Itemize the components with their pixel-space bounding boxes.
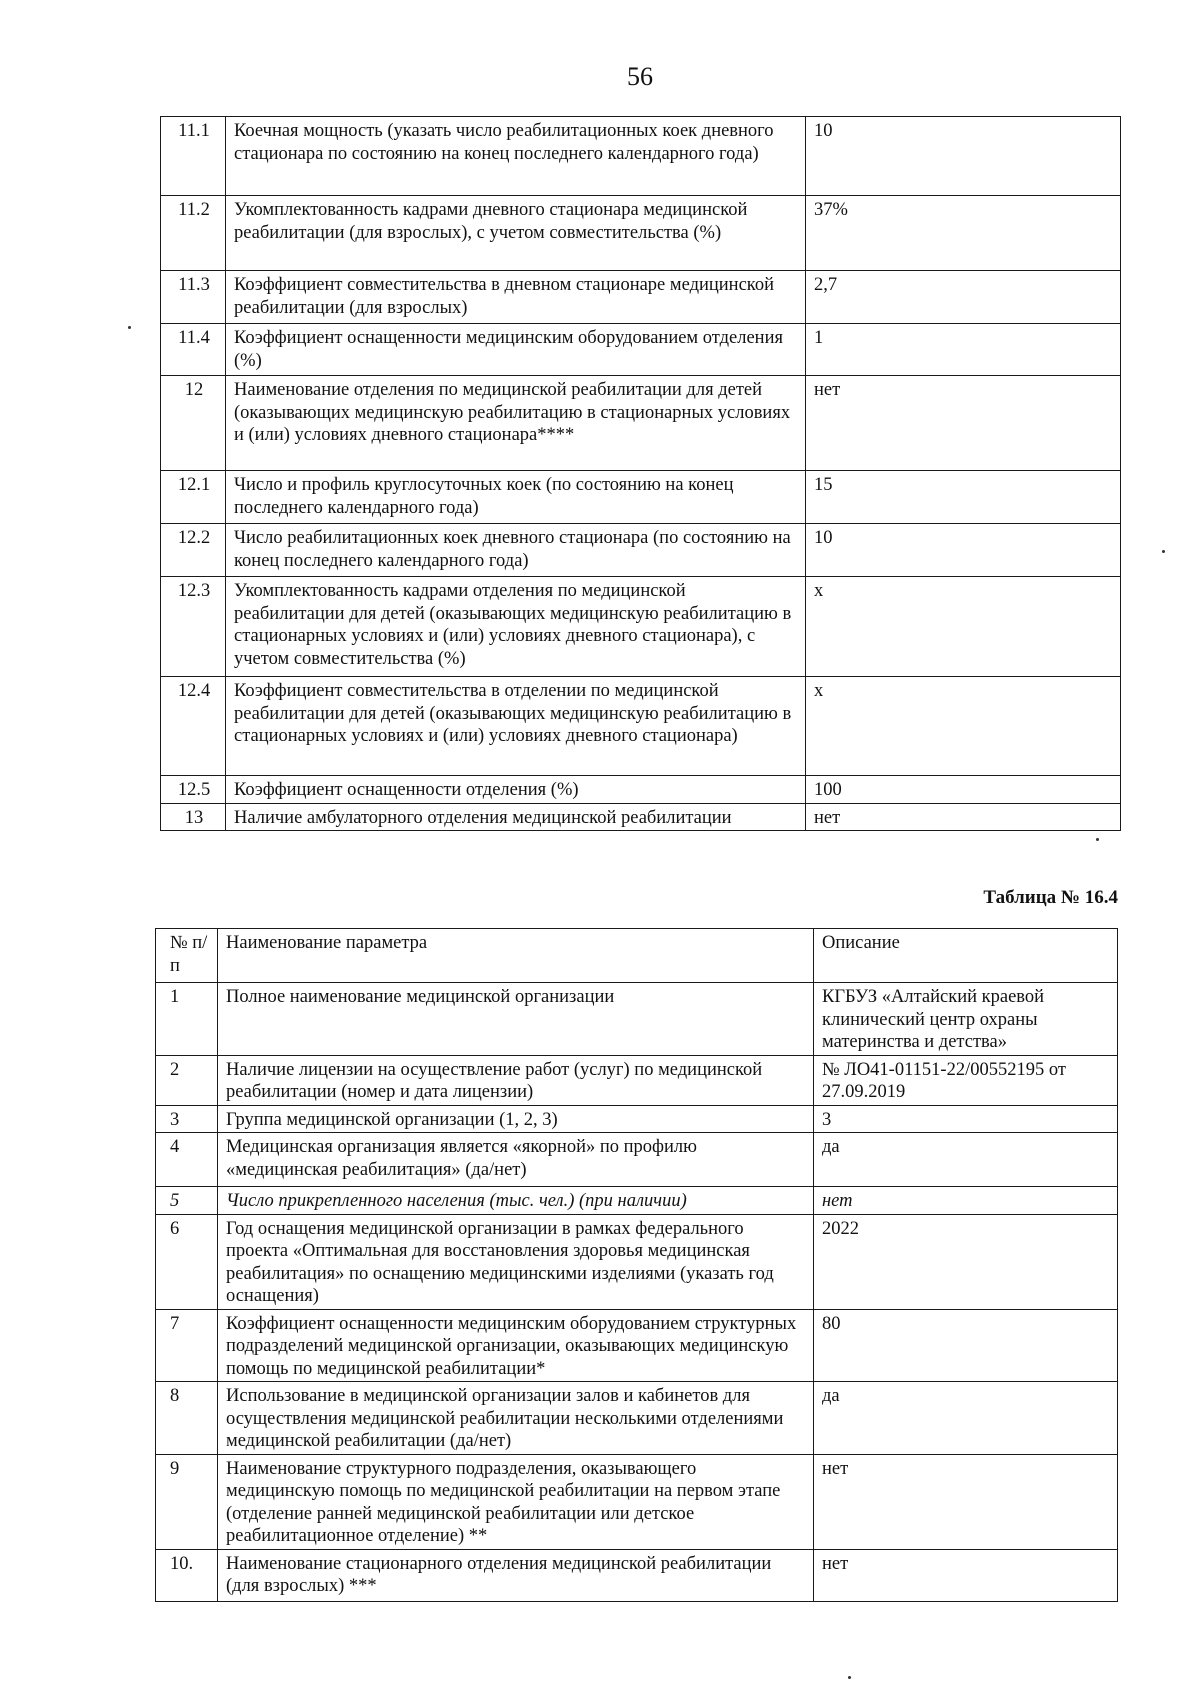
table-row <box>156 1187 1118 1215</box>
row-number: 4 <box>156 1133 218 1187</box>
row-description: да <box>814 1382 1118 1455</box>
table-row <box>156 1055 1118 1105</box>
row-parameter-name: Группа медицинской организации (1, 2, 3) <box>218 1105 814 1133</box>
row-parameter-name: Полное наименование медицинской организации <box>218 983 814 1056</box>
row-parameter-name: Наличие лицензии на осуществление работ (услуг) по медицинской реабилитации (номер и дата лицензии) <box>218 1055 814 1105</box>
row-number: 11.3 <box>161 271 226 324</box>
table-row <box>161 471 1121 524</box>
row-description: 2022 <box>814 1214 1118 1309</box>
row-description: Коечная мощность (указать число реабилитационных коек дневного стационара по состоянию на конец последнего календарного года) <box>226 117 806 196</box>
scan-speck <box>848 1676 851 1679</box>
table-row <box>156 1309 1118 1382</box>
table-row <box>161 577 1121 677</box>
row-description: нет <box>814 1454 1118 1549</box>
row-number: 8 <box>156 1382 218 1455</box>
row-value: 100 <box>806 776 1121 804</box>
table-row <box>156 1454 1118 1549</box>
row-parameter-name: Использование в медицинской организации залов и кабинетов для осуществления медицинской реабилитации несколькими отделениями медицинской реабилитации (да/нет) <box>218 1382 814 1455</box>
row-description: 3 <box>814 1105 1118 1133</box>
row-parameter-name: Наименование структурного подразделения, оказывающего медицинскую помощь по медицинской реабилитации на первом этапе (отделение ранней медицинской реабилитации или детское реабилитационное отделение) ** <box>218 1454 814 1549</box>
table-row <box>161 776 1121 804</box>
table-row <box>161 271 1121 324</box>
row-description: Коэффициент совместительства в дневном стационаре медицинской реабилитации (для взрослых) <box>226 271 806 324</box>
row-value: нет <box>806 376 1121 471</box>
row-description: да <box>814 1133 1118 1187</box>
row-number: 3 <box>156 1105 218 1133</box>
header-parameter-name: Наименование параметра <box>218 929 814 983</box>
row-number: 12 <box>161 376 226 471</box>
scan-speck <box>128 326 131 329</box>
row-number: 12.2 <box>161 524 226 577</box>
row-parameter-name: Медицинская организация является «якорной» по профилю «медицинская реабилитация» (да/нет) <box>218 1133 814 1187</box>
row-description: Наименование отделения по медицинской реабилитации для детей (оказывающих медицинскую реабилитацию в стационарных условиях и (или) условиях дневного стационара**** <box>226 376 806 471</box>
table-row <box>156 1549 1118 1601</box>
row-value: 15 <box>806 471 1121 524</box>
table-rehab-parameters-continued <box>160 116 1121 831</box>
table-row <box>161 196 1121 271</box>
row-value: 1 <box>806 324 1121 376</box>
table-row <box>161 324 1121 376</box>
table-row <box>161 803 1121 831</box>
row-value: нет <box>806 803 1121 831</box>
scan-speck <box>1096 838 1099 841</box>
row-number: 5 <box>156 1187 218 1215</box>
scan-speck <box>1162 550 1165 553</box>
row-description: Укомплектованность кадрами отделения по медицинской реабилитации для детей (оказывающих медицинскую реабилитацию в стационарных условиях и (или) условиях дневного стационара), с учетом совместительства (%) <box>226 577 806 677</box>
table-caption: Таблица № 16.4 <box>983 887 1118 908</box>
row-description: № ЛО41-01151-22/00552195 от 27.09.2019 <box>814 1055 1118 1105</box>
table-row <box>156 983 1118 1056</box>
table-row <box>161 524 1121 577</box>
table-16-4 <box>155 928 1118 1602</box>
row-number: 12.4 <box>161 677 226 776</box>
row-value: х <box>806 677 1121 776</box>
table-row <box>156 1133 1118 1187</box>
row-description: Наличие амбулаторного отделения медицинской реабилитации <box>226 803 806 831</box>
row-number: 11.2 <box>161 196 226 271</box>
row-number: 12.5 <box>161 776 226 804</box>
header-number: № п/п <box>156 929 218 983</box>
table-row <box>156 1382 1118 1455</box>
row-number: 1 <box>156 983 218 1056</box>
row-description: Число и профиль круглосуточных коек (по состоянию на конец последнего календарного года) <box>226 471 806 524</box>
table-header-row <box>156 929 1118 983</box>
row-value: 10 <box>806 524 1121 577</box>
row-parameter-name: Год оснащения медицинской организации в рамках федерального проекта «Оптимальная для восстановления здоровья медицинская реабилитация» по оснащению медицинскими изделиями (указать год оснащения) <box>218 1214 814 1309</box>
row-number: 11.1 <box>161 117 226 196</box>
row-number: 2 <box>156 1055 218 1105</box>
row-number: 12.3 <box>161 577 226 677</box>
row-description: Коэффициент оснащенности отделения (%) <box>226 776 806 804</box>
row-number: 10. <box>156 1549 218 1601</box>
row-description: 80 <box>814 1309 1118 1382</box>
row-parameter-name: Коэффициент оснащенности медицинским оборудованием структурных подразделений медицинской организации, оказывающих медицинскую помощь по медицинской реабилитации* <box>218 1309 814 1382</box>
row-description: нет <box>814 1187 1118 1215</box>
row-description: КГБУЗ «Алтайский краевой клинический центр охраны материнства и детства» <box>814 983 1118 1056</box>
row-description: Число реабилитационных коек дневного стационара (по состоянию на конец последнего календарного года) <box>226 524 806 577</box>
row-value: 10 <box>806 117 1121 196</box>
row-value: 2,7 <box>806 271 1121 324</box>
row-description: Коэффициент оснащенности медицинским оборудованием отделения (%) <box>226 324 806 376</box>
row-number: 7 <box>156 1309 218 1382</box>
page-number: 56 <box>627 62 653 91</box>
table-row <box>161 117 1121 196</box>
row-parameter-name: Наименование стационарного отделения медицинской реабилитации (для взрослых) *** <box>218 1549 814 1601</box>
row-value: х <box>806 577 1121 677</box>
row-description: Коэффициент совместительства в отделении по медицинской реабилитации для детей (оказывающих медицинскую реабилитацию в стационарных условиях и (или) условиях дневного стационара) <box>226 677 806 776</box>
row-number: 9 <box>156 1454 218 1549</box>
row-description: Укомплектованность кадрами дневного стационара медицинской реабилитации (для взрослых), с учетом совместительства (%) <box>226 196 806 271</box>
row-number: 11.4 <box>161 324 226 376</box>
row-number: 13 <box>161 803 226 831</box>
table-row <box>161 677 1121 776</box>
table-row <box>161 376 1121 471</box>
row-number: 12.1 <box>161 471 226 524</box>
header-description: Описание <box>814 929 1118 983</box>
row-number: 6 <box>156 1214 218 1309</box>
table-row <box>156 1214 1118 1309</box>
table-row <box>156 1105 1118 1133</box>
row-value: 37% <box>806 196 1121 271</box>
row-parameter-name: Число прикрепленного населения (тыс. чел.) (при наличии) <box>218 1187 814 1215</box>
row-description: нет <box>814 1549 1118 1601</box>
